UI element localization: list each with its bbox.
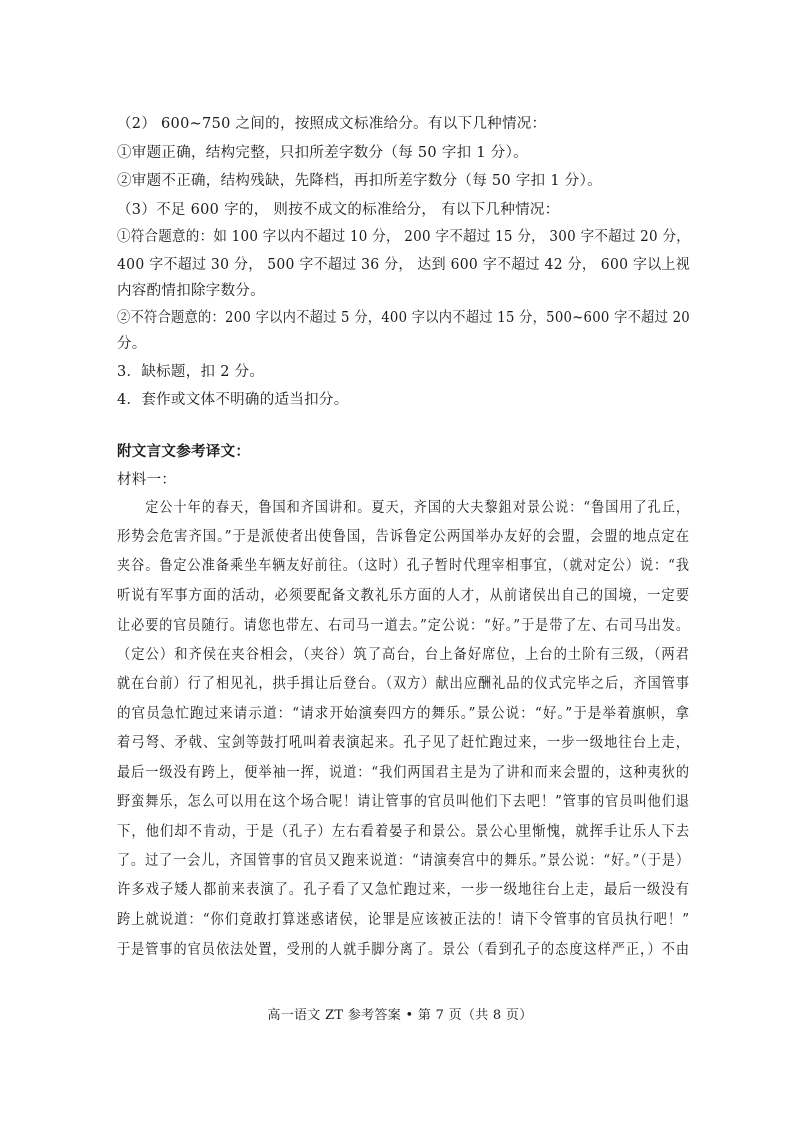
translation-line: （定公）和齐侯在夹谷相会，（夹谷）筑了高台，台上备好席位，上台的土阶有三级，（两君 bbox=[117, 647, 690, 663]
scoring-line: 分。 bbox=[117, 336, 147, 352]
translation-line: 最后一级没有跨上，便举袖一挥，说道：“我们两国君主是为了讲和而来会盟的，这种夷狄的 bbox=[117, 765, 690, 781]
translation-line: 于是管事的官员依法处置，受刑的人就手脚分离了。景公（看到孔子的态度这样严正，）不由 bbox=[117, 942, 690, 958]
translation-line: 就在台前）行了相见礼，拱手揖让后登台。（双方）献出应酬礼品的仪式完毕之后，齐国管事 bbox=[117, 676, 690, 692]
scoring-line: 4．套作或文体不明确的适当扣分。 bbox=[117, 392, 349, 408]
appendix-heading: 附文言文参考译文： bbox=[117, 443, 251, 460]
translation-line: 形势会危害齐国。”于是派使者出使鲁国，告诉鲁定公两国举办友好的会盟，会盟的地点定在 bbox=[117, 529, 690, 545]
translation-line: 下，他们却不肯动，于是（孔子）左右看着晏子和景公。景公心里惭愧，就挥手让乐人下去 bbox=[117, 824, 691, 840]
translation-line: 野蛮舞乐，怎么可以用在这个场合呢！请让管事的官员叫他们下去吧！”管事的官员叫他们退 bbox=[117, 794, 690, 810]
scoring-line: 内容酌情扣除字数分。 bbox=[117, 283, 265, 299]
page-footer: 高一语文 ZT 参考答案 • 第 7 页（共 8 页） bbox=[267, 1008, 533, 1023]
scoring-line: （2） 600~750 之间的，按照成文标准给分。有以下几种情况： bbox=[117, 116, 547, 132]
material-label: 材料一： bbox=[117, 472, 177, 488]
scoring-line: ①符合题意的：如 100 字以内不超过 10 分， 200 字不超过 15 分， 300 字不超过 20 分， bbox=[117, 229, 690, 245]
translation-line: 夹谷。鲁定公准备乘坐车辆友好前往。（这时）孔子暂时代理宰相事宜，（就对定公）说：“我 bbox=[117, 558, 690, 574]
translation-line: 了。过了一会儿，齐国管事的官员又跑来说道：“请演奏宫中的舞乐。”景公说：“好。”（于是） bbox=[117, 853, 690, 869]
scoring-line: （3）不足 600 字的， 则按不成文的标准给分， 有以下几种情况： bbox=[117, 202, 560, 218]
translation-line: 跨上就说道：“你们竟敢打算迷惑诸侯，论罪是应该被正法的！请下令管事的官员执行吧！” bbox=[117, 912, 691, 928]
translation-line: 定公十年的春天，鲁国和齐国讲和。夏天，齐国的大夫黎鉏对景公说：“鲁国用了孔丘， bbox=[117, 500, 690, 516]
translation-line: 许多戏子矮人都前来表演了。孔子看了又急忙跑过来，一步一级地往台上走，最后一级没有 bbox=[117, 882, 691, 898]
scoring-line: ②审题不正确，结构残缺，先降档，再扣所差字数分（每 50 字扣 1 分）。 bbox=[117, 173, 602, 189]
translation-line: 着弓弩、矛戟、宝剑等鼓打吼叫着表演起来。孔子见了赶忙跑过来，一步一级地往台上走， bbox=[117, 735, 691, 751]
scoring-line: ②不符合题意的：200 字以内不超过 5 分，400 字以内不超过 15 分，500~600 字不超过 20 bbox=[117, 310, 690, 326]
translation-line: 听说有军事方面的活动，必须要配备文教礼乐方面的人才，从前诸侯出自己的国境，一定要 bbox=[117, 588, 691, 604]
scoring-line: 400 字不超过 30 分， 500 字不超过 36 分， 达到 600 字不超过 42 分， 600 字以上视 bbox=[117, 257, 691, 273]
translation-line: 的官员急忙跑过来请示道：“请求开始演奏四方的舞乐。”景公说：“好。”于是举着旗帜，拿 bbox=[117, 706, 690, 722]
scoring-line: ①审题正确，结构完整，只扣所差字数分（每 50 字扣 1 分）。 bbox=[117, 145, 528, 161]
translation-line: 让必要的官员随行。请您也带左、右司马一道去。”定公说：“好。”于是带了左、右司马出发。 bbox=[117, 618, 691, 634]
scoring-line: 3．缺标题，扣 2 分。 bbox=[117, 364, 265, 380]
